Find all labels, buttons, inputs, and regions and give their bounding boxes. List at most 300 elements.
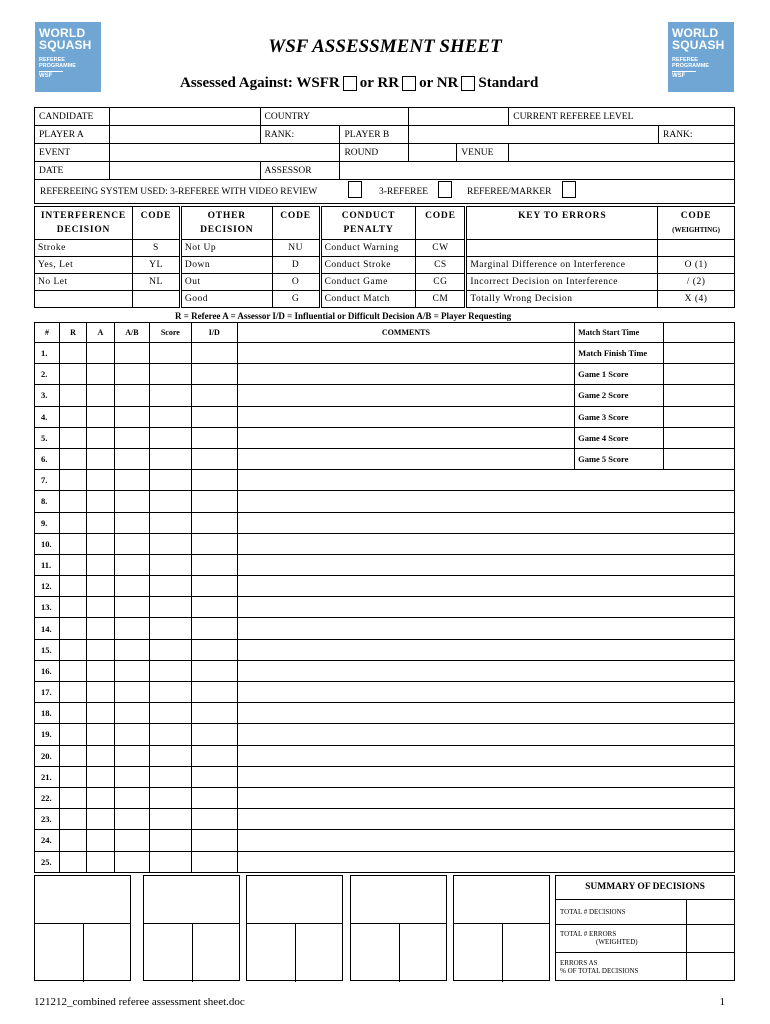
- score-cell[interactable]: [149, 851, 191, 872]
- score-cell[interactable]: [149, 745, 191, 766]
- id-cell[interactable]: [191, 364, 237, 385]
- col-comments-header: COMMENTS: [237, 323, 574, 343]
- id-cell[interactable]: [191, 448, 237, 469]
- interference-cell: No Let: [35, 274, 133, 291]
- row-number: 9.: [35, 512, 60, 533]
- assessor-cell[interactable]: [86, 470, 114, 491]
- assessor-cell[interactable]: [86, 787, 114, 808]
- referee-cell[interactable]: [59, 787, 86, 808]
- assessor-cell[interactable]: [86, 533, 114, 554]
- referee-cell[interactable]: [59, 682, 86, 703]
- referee-cell[interactable]: [59, 343, 86, 364]
- decision-row: [35, 660, 735, 681]
- code-cell: YL: [132, 257, 180, 274]
- referee-cell[interactable]: [59, 618, 86, 639]
- assessor-cell[interactable]: [86, 830, 114, 851]
- round-label: ROUND: [340, 144, 409, 162]
- assessor-cell[interactable]: [86, 364, 114, 385]
- row-number: 22.: [35, 787, 60, 808]
- score-cell[interactable]: [149, 554, 191, 575]
- code-label: CODE: [680, 211, 712, 221]
- errors-pct-field[interactable]: [686, 953, 734, 980]
- id-cell[interactable]: [191, 427, 237, 448]
- id-cell[interactable]: [191, 660, 237, 681]
- decision-row: [35, 618, 735, 639]
- weighting-label: (WEIGHTING): [672, 226, 720, 234]
- code-header: CODE: [132, 207, 180, 240]
- ab-cell[interactable]: [114, 703, 149, 724]
- id-cell[interactable]: [191, 491, 237, 512]
- id-cell[interactable]: [191, 745, 237, 766]
- id-cell[interactable]: [191, 343, 237, 364]
- key-to-errors-header: KEY TO ERRORS: [466, 207, 658, 240]
- comments-cell[interactable]: [237, 809, 734, 830]
- ab-cell[interactable]: [114, 512, 149, 533]
- country-label: COUNTRY: [260, 108, 409, 126]
- refereeing-system-row: [34, 179, 735, 204]
- decision-row: [35, 364, 735, 385]
- id-cell[interactable]: [191, 766, 237, 787]
- logo-text-squash: SQUASH: [39, 38, 92, 52]
- assessor-cell[interactable]: [86, 618, 114, 639]
- side-value-field[interactable]: [664, 364, 735, 385]
- interference-header: INTERFERENCE DECISION: [35, 207, 133, 240]
- id-cell[interactable]: [191, 385, 237, 406]
- logo-text-programme: PROGRAMME: [672, 63, 709, 69]
- decision-row: [35, 427, 735, 448]
- video-review-checkbox[interactable]: [348, 181, 362, 198]
- ab-cell[interactable]: [114, 682, 149, 703]
- score-cell[interactable]: [149, 364, 191, 385]
- error-cell: [466, 240, 658, 257]
- comments-cell[interactable]: [237, 703, 734, 724]
- row-number: 18.: [35, 703, 60, 724]
- row-number: 17.: [35, 682, 60, 703]
- row-number: 23.: [35, 809, 60, 830]
- bottom-boxes: [34, 875, 735, 985]
- assessor-cell[interactable]: [86, 576, 114, 597]
- row-number: 12.: [35, 576, 60, 597]
- score-cell[interactable]: [149, 724, 191, 745]
- score-cell[interactable]: [149, 639, 191, 660]
- nr-checkbox[interactable]: [461, 76, 475, 91]
- row-number: 14.: [35, 618, 60, 639]
- decision-key-table: [34, 206, 735, 308]
- decision-row: [35, 830, 735, 851]
- player-a-field[interactable]: [109, 126, 260, 144]
- score-cell[interactable]: [149, 512, 191, 533]
- rank-a-label: RANK:: [260, 126, 340, 144]
- comments-cell[interactable]: [237, 618, 734, 639]
- score-cell[interactable]: [149, 576, 191, 597]
- event-field[interactable]: [109, 144, 340, 162]
- assessor-field[interactable]: [340, 162, 735, 180]
- assessor-cell[interactable]: [86, 745, 114, 766]
- comments-cell[interactable]: [237, 364, 574, 385]
- code-cell: O: [272, 274, 320, 291]
- ab-cell[interactable]: [114, 766, 149, 787]
- referee-cell[interactable]: [59, 385, 86, 406]
- assessor-cell[interactable]: [86, 554, 114, 575]
- id-cell[interactable]: [191, 851, 237, 872]
- referee-cell[interactable]: [59, 851, 86, 872]
- score-cell[interactable]: [149, 491, 191, 512]
- id-cell[interactable]: [191, 830, 237, 851]
- game-box-2[interactable]: [143, 875, 240, 981]
- game-box-1[interactable]: [34, 875, 131, 981]
- ab-cell[interactable]: [114, 448, 149, 469]
- ab-cell[interactable]: [114, 660, 149, 681]
- id-cell[interactable]: [191, 724, 237, 745]
- referee-cell[interactable]: [59, 597, 86, 618]
- rank-b-label: RANK:: [659, 126, 735, 144]
- referee-marker-checkbox[interactable]: [562, 181, 576, 198]
- referee-cell[interactable]: [59, 533, 86, 554]
- decision-row: [35, 639, 735, 660]
- ab-cell[interactable]: [114, 576, 149, 597]
- total-decisions-row: [556, 900, 734, 925]
- other-cell: Out: [180, 274, 272, 291]
- score-cell[interactable]: [149, 682, 191, 703]
- id-cell[interactable]: [191, 512, 237, 533]
- three-referee-checkbox[interactable]: [438, 181, 452, 198]
- game-box-4[interactable]: [350, 875, 447, 981]
- logo-text-wsf: WSF: [672, 71, 696, 80]
- code-cell: NL: [132, 274, 180, 291]
- row-number: 5.: [35, 427, 60, 448]
- id-cell[interactable]: [191, 618, 237, 639]
- score-cell[interactable]: [149, 830, 191, 851]
- weight-cell: / (2): [658, 274, 735, 291]
- assessor-cell[interactable]: [86, 724, 114, 745]
- match-start-time-field[interactable]: [664, 323, 735, 343]
- assessor-cell[interactable]: [86, 491, 114, 512]
- id-cell[interactable]: [191, 470, 237, 491]
- col-ab-header: A/B: [114, 323, 149, 343]
- col-number-header: #: [35, 323, 60, 343]
- score-cell[interactable]: [149, 470, 191, 491]
- three-referee-label: 3-REFEREE: [379, 187, 429, 197]
- id-cell[interactable]: [191, 533, 237, 554]
- ab-cell[interactable]: [114, 809, 149, 830]
- venue-label: VENUE: [457, 144, 509, 162]
- referee-cell[interactable]: [59, 745, 86, 766]
- error-cell: Incorrect Decision on Interference: [466, 274, 658, 291]
- comments-cell[interactable]: [237, 470, 734, 491]
- comments-cell[interactable]: [237, 533, 734, 554]
- decision-row: [35, 533, 735, 554]
- referee-cell[interactable]: [59, 448, 86, 469]
- rr-checkbox[interactable]: [402, 76, 416, 91]
- total-errors-field[interactable]: [686, 925, 734, 952]
- code-cell: [132, 291, 180, 308]
- id-cell[interactable]: [191, 554, 237, 575]
- referee-cell[interactable]: [59, 639, 86, 660]
- candidate-label: CANDIDATE: [35, 108, 110, 126]
- comments-cell[interactable]: [237, 427, 574, 448]
- other-decision-header: OTHER DECISION: [180, 207, 272, 240]
- side-value-field[interactable]: [664, 448, 735, 469]
- ab-cell[interactable]: [114, 787, 149, 808]
- id-cell[interactable]: [191, 639, 237, 660]
- comments-cell[interactable]: [237, 448, 574, 469]
- assessor-cell[interactable]: [86, 682, 114, 703]
- comments-cell[interactable]: [237, 491, 734, 512]
- code-cell: CM: [416, 291, 466, 308]
- col-score-header: Score: [149, 323, 191, 343]
- assessor-cell[interactable]: [86, 703, 114, 724]
- game-box-3[interactable]: [246, 875, 343, 981]
- col-referee-header: R: [59, 323, 86, 343]
- referee-cell[interactable]: [59, 809, 86, 830]
- ab-cell[interactable]: [114, 491, 149, 512]
- row-number: 20.: [35, 745, 60, 766]
- player-b-field[interactable]: [409, 126, 659, 144]
- summary-of-decisions: [555, 875, 735, 981]
- footer-filename: 121212_combined referee assessment sheet.doc: [34, 996, 245, 1008]
- referee-marker-label: REFEREE/MARKER: [467, 187, 552, 197]
- comments-cell[interactable]: [237, 851, 734, 872]
- decision-row: [35, 745, 735, 766]
- wsfr-checkbox[interactable]: [343, 76, 357, 91]
- ab-cell[interactable]: [114, 851, 149, 872]
- referee-cell[interactable]: [59, 703, 86, 724]
- side-label: Game 3 Score: [575, 406, 664, 427]
- score-cell[interactable]: [149, 427, 191, 448]
- decision-row: [35, 766, 735, 787]
- decision-row: [35, 343, 735, 364]
- comments-cell[interactable]: [237, 406, 574, 427]
- decision-row: [35, 682, 735, 703]
- id-cell[interactable]: [191, 597, 237, 618]
- weight-cell: X (4): [658, 291, 735, 308]
- decision-row: [35, 597, 735, 618]
- assessor-cell[interactable]: [86, 660, 114, 681]
- row-number: 7.: [35, 470, 60, 491]
- score-cell[interactable]: [149, 660, 191, 681]
- row-number: 4.: [35, 406, 60, 427]
- row-number: 10.: [35, 533, 60, 554]
- logo-text-squash: SQUASH: [672, 38, 725, 52]
- ab-cell[interactable]: [114, 427, 149, 448]
- id-cell[interactable]: [191, 406, 237, 427]
- ab-cell[interactable]: [114, 724, 149, 745]
- decision-row: [35, 576, 735, 597]
- system-label: REFEREEING SYSTEM USED: 3-REFEREE WITH VIDEO REVIEW: [40, 187, 318, 197]
- referee-cell[interactable]: [59, 364, 86, 385]
- referee-cell[interactable]: [59, 766, 86, 787]
- player-a-label: PLAYER A: [35, 126, 110, 144]
- logo-text-world: WORLD: [39, 26, 86, 40]
- assessor-cell[interactable]: [86, 427, 114, 448]
- conduct-penalty-header: CONDUCT PENALTY: [320, 207, 416, 240]
- candidate-field[interactable]: [109, 108, 260, 126]
- col-id-header: I/D: [191, 323, 237, 343]
- key-row: [35, 274, 735, 291]
- logo-text-referee: REFEREE: [672, 57, 698, 63]
- comments-cell[interactable]: [237, 682, 734, 703]
- decision-grid: [34, 322, 735, 873]
- assessor-cell[interactable]: [86, 639, 114, 660]
- assessor-cell[interactable]: [86, 343, 114, 364]
- conduct-cell: Conduct Warning: [320, 240, 416, 257]
- ab-cell[interactable]: [114, 470, 149, 491]
- referee-cell[interactable]: [59, 660, 86, 681]
- logo-text-world: WORLD: [672, 26, 719, 40]
- country-field[interactable]: [409, 108, 509, 126]
- game-box-5[interactable]: [453, 875, 550, 981]
- other-cell: Not Up: [180, 240, 272, 257]
- score-cell[interactable]: [149, 385, 191, 406]
- code-cell: D: [272, 257, 320, 274]
- decision-row: [35, 470, 735, 491]
- legend-line: R = Referee A = Assessor I/D = Influential or Difficult Decision A/B = Player Requesting: [175, 311, 512, 321]
- ab-cell[interactable]: [114, 343, 149, 364]
- comments-cell[interactable]: [237, 639, 734, 660]
- referee-cell[interactable]: [59, 724, 86, 745]
- ab-cell[interactable]: [114, 554, 149, 575]
- ab-cell[interactable]: [114, 597, 149, 618]
- comments-cell[interactable]: [237, 554, 734, 575]
- comments-cell[interactable]: [237, 787, 734, 808]
- assessor-cell[interactable]: [86, 448, 114, 469]
- weight-cell: O (1): [658, 257, 735, 274]
- decision-row: [35, 809, 735, 830]
- weighted-label: (WEIGHTED): [596, 938, 638, 946]
- referee-cell[interactable]: [59, 830, 86, 851]
- comments-cell[interactable]: [237, 660, 734, 681]
- score-cell[interactable]: [149, 406, 191, 427]
- referee-cell[interactable]: [59, 554, 86, 575]
- error-cell: Totally Wrong Decision: [466, 291, 658, 308]
- side-value-field[interactable]: [664, 406, 735, 427]
- score-cell[interactable]: [149, 766, 191, 787]
- comments-cell[interactable]: [237, 385, 574, 406]
- score-cell[interactable]: [149, 448, 191, 469]
- side-value-field[interactable]: [664, 385, 735, 406]
- ab-cell[interactable]: [114, 385, 149, 406]
- row-number: 2.: [35, 364, 60, 385]
- conduct-cell: Conduct Stroke: [320, 257, 416, 274]
- row-number: 13.: [35, 597, 60, 618]
- decision-row: [35, 787, 735, 808]
- score-cell[interactable]: [149, 809, 191, 830]
- page-footer: [34, 996, 735, 1008]
- total-errors-row: [556, 925, 734, 953]
- referee-cell[interactable]: [59, 427, 86, 448]
- assessor-cell[interactable]: [86, 809, 114, 830]
- comments-cell[interactable]: [237, 830, 734, 851]
- ab-cell[interactable]: [114, 618, 149, 639]
- row-number: 1.: [35, 343, 60, 364]
- assessor-cell[interactable]: [86, 597, 114, 618]
- score-cell[interactable]: [149, 597, 191, 618]
- venue-field[interactable]: [509, 144, 735, 162]
- assessor-cell[interactable]: [86, 512, 114, 533]
- side-value-field[interactable]: [664, 343, 735, 364]
- other-cell: Down: [180, 257, 272, 274]
- decision-row: [35, 512, 735, 533]
- score-cell[interactable]: [149, 533, 191, 554]
- comments-cell[interactable]: [237, 766, 734, 787]
- decision-row: [35, 851, 735, 872]
- ab-cell[interactable]: [114, 364, 149, 385]
- referee-cell[interactable]: [59, 470, 86, 491]
- score-cell[interactable]: [149, 618, 191, 639]
- row-number: 21.: [35, 766, 60, 787]
- score-cell[interactable]: [149, 703, 191, 724]
- assessor-label: ASSESSOR: [260, 162, 340, 180]
- summary-title: SUMMARY OF DECISIONS: [556, 876, 734, 900]
- ab-cell[interactable]: [114, 406, 149, 427]
- assessor-cell[interactable]: [86, 406, 114, 427]
- error-cell: Marginal Difference on Interference: [466, 257, 658, 274]
- total-decisions-field[interactable]: [686, 900, 734, 924]
- referee-cell[interactable]: [59, 512, 86, 533]
- score-cell[interactable]: [149, 343, 191, 364]
- row-number: 19.: [35, 724, 60, 745]
- comments-cell[interactable]: [237, 724, 734, 745]
- referee-cell[interactable]: [59, 491, 86, 512]
- assessor-cell[interactable]: [86, 766, 114, 787]
- errors-pct-row: [556, 953, 734, 980]
- id-cell[interactable]: [191, 703, 237, 724]
- code-header: CODE: [272, 207, 320, 240]
- code-cell: NU: [272, 240, 320, 257]
- round-field[interactable]: [409, 144, 457, 162]
- side-value-field[interactable]: [664, 427, 735, 448]
- logo-text-wsf: WSF: [39, 71, 63, 80]
- comments-cell[interactable]: [237, 343, 574, 364]
- side-label: Match Finish Time: [575, 343, 664, 364]
- comments-cell[interactable]: [237, 597, 734, 618]
- date-field[interactable]: [109, 162, 260, 180]
- row-number: 24.: [35, 830, 60, 851]
- ab-cell[interactable]: [114, 830, 149, 851]
- code-cell: CG: [416, 274, 466, 291]
- or-rr-label: or RR: [359, 75, 400, 92]
- assessor-cell[interactable]: [86, 385, 114, 406]
- score-cell[interactable]: [149, 787, 191, 808]
- grid-header-row: [35, 323, 735, 343]
- assessed-against-line: [180, 75, 538, 92]
- id-cell[interactable]: [191, 576, 237, 597]
- assessor-cell[interactable]: [86, 851, 114, 872]
- page-title: WSF ASSESSMENT SHEET: [268, 36, 502, 57]
- decision-row: [35, 491, 735, 512]
- side-label: Game 4 Score: [575, 427, 664, 448]
- interference-cell: Stroke: [35, 240, 133, 257]
- id-cell[interactable]: [191, 787, 237, 808]
- decision-row: [35, 724, 735, 745]
- conduct-cell: Conduct Game: [320, 274, 416, 291]
- id-cell[interactable]: [191, 682, 237, 703]
- row-number: 6.: [35, 448, 60, 469]
- ab-cell[interactable]: [114, 533, 149, 554]
- or-nr-label: or NR: [419, 75, 459, 92]
- referee-cell[interactable]: [59, 576, 86, 597]
- comments-cell[interactable]: [237, 745, 734, 766]
- ab-cell[interactable]: [114, 745, 149, 766]
- id-cell[interactable]: [191, 809, 237, 830]
- ab-cell[interactable]: [114, 639, 149, 660]
- logo-text-referee: REFEREE: [39, 57, 65, 63]
- comments-cell[interactable]: [237, 512, 734, 533]
- comments-cell[interactable]: [237, 576, 734, 597]
- code-cell: CS: [416, 257, 466, 274]
- referee-cell[interactable]: [59, 406, 86, 427]
- decision-row: [35, 406, 735, 427]
